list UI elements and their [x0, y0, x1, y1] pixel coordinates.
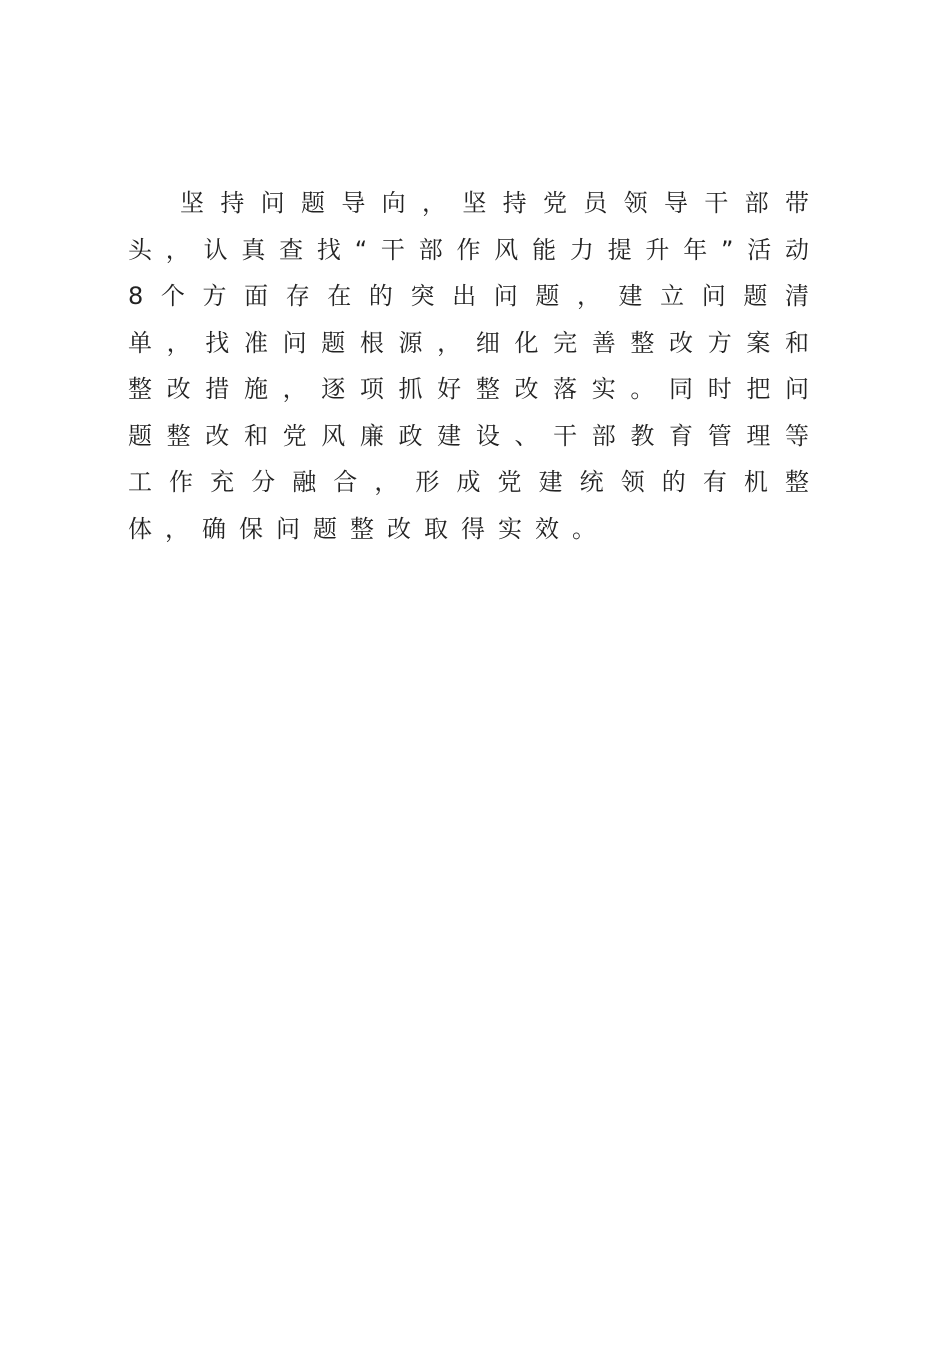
body-paragraph: 坚持问题导向，坚持党员领导干部带头，认真查找“干部作风能力提升年”活动8个方面存在的突出问题，建立问题清单，找准问题根源，细化完善整改方案和整改措施，逐项抓好整改落实。同时把问题整改和党风廉政建设、干部教育管理等工作充分融合，形成党建统领的有机整体，确保问题整改取得实效。 [128, 189, 822, 543]
